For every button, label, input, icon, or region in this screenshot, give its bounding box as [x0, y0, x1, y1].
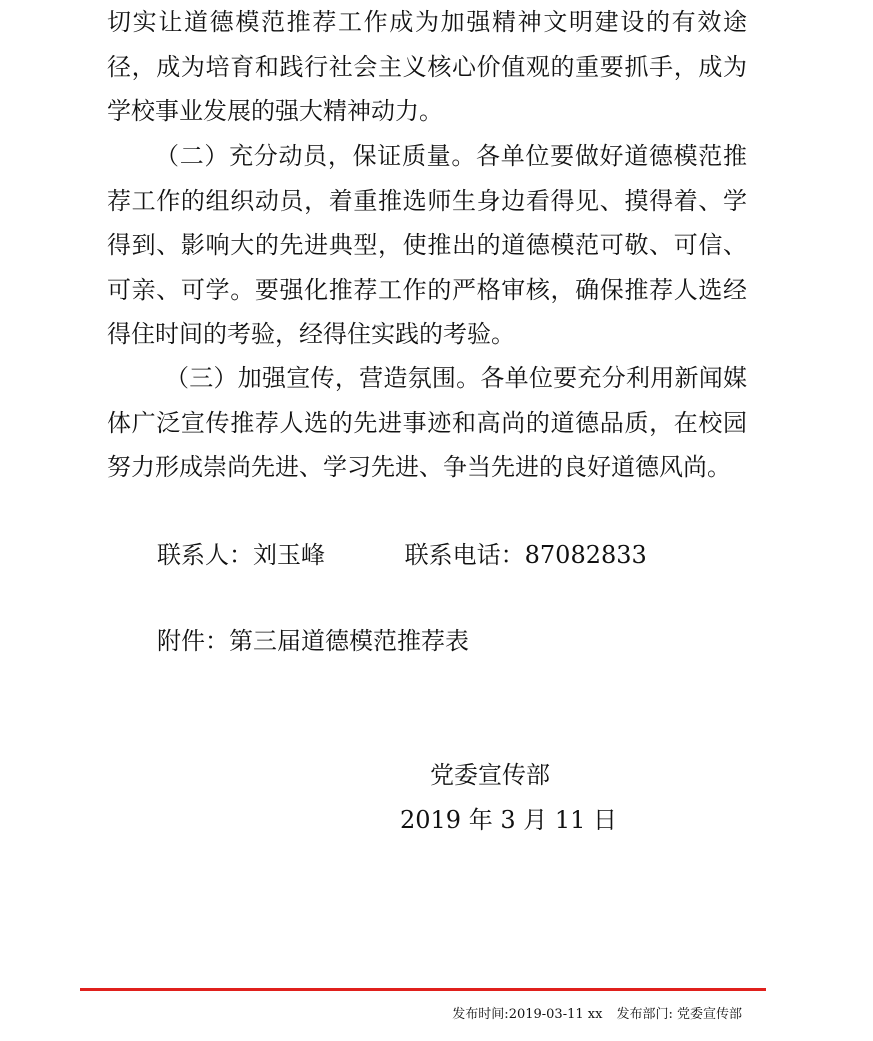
body-paragraph-2: （二）充分动员，保证质量。各单位要做好道德模范推荐工作的组织动员，着重推选师生身边看得见、摸得着、学得到、影响大的先进典型，使推出的道德模范可敬、可信、可亲、可学。要强化推荐工作的严格审核，确保推荐人选经得住时间的考验，经得住实践的考验。: [107, 142, 747, 348]
attachment-label: 附件：: [157, 627, 229, 655]
signature-department: 党委宣传部: [430, 761, 550, 789]
attachment-title: 第三届道德模范推荐表: [229, 627, 469, 655]
publish-author: xx: [587, 1007, 603, 1022]
footer-divider: [80, 988, 766, 991]
signature-date: 2019 年 3 月 11 日: [400, 806, 618, 834]
contact-phone-number: 87082833: [524, 541, 647, 569]
body-paragraph-3: （三）加强宣传，营造氛围。各单位要充分利用新闻媒体广泛宣传推荐人选的先进事迹和高尚的道德品质，在校园努力形成崇尚先进、学习先进、争当先进的良好道德风尚。: [107, 364, 747, 481]
footer-meta: [452, 1005, 742, 1025]
attachment-line: [157, 619, 469, 663]
body-paragraph-1: 切实让道德模范推荐工作成为加强精神文明建设的有效途径，成为培育和践行社会主义核心价值观的重要抓手，成为学校事业发展的强大精神动力。: [107, 8, 747, 125]
contact-phone: [405, 533, 647, 577]
contact-person-label: 联系人：: [157, 541, 253, 569]
publish-dept-label: 发布部门:: [616, 1007, 673, 1022]
contact-person-name: 刘玉峰: [253, 541, 325, 569]
contact-phone-label: 联系电话：: [404, 541, 525, 569]
publish-dept: 党委宣传部: [676, 1007, 742, 1022]
publish-time-label: 发布时间:: [452, 1007, 509, 1022]
publish-time: 2019-03-11: [508, 1007, 584, 1022]
contact-line: [157, 533, 647, 577]
